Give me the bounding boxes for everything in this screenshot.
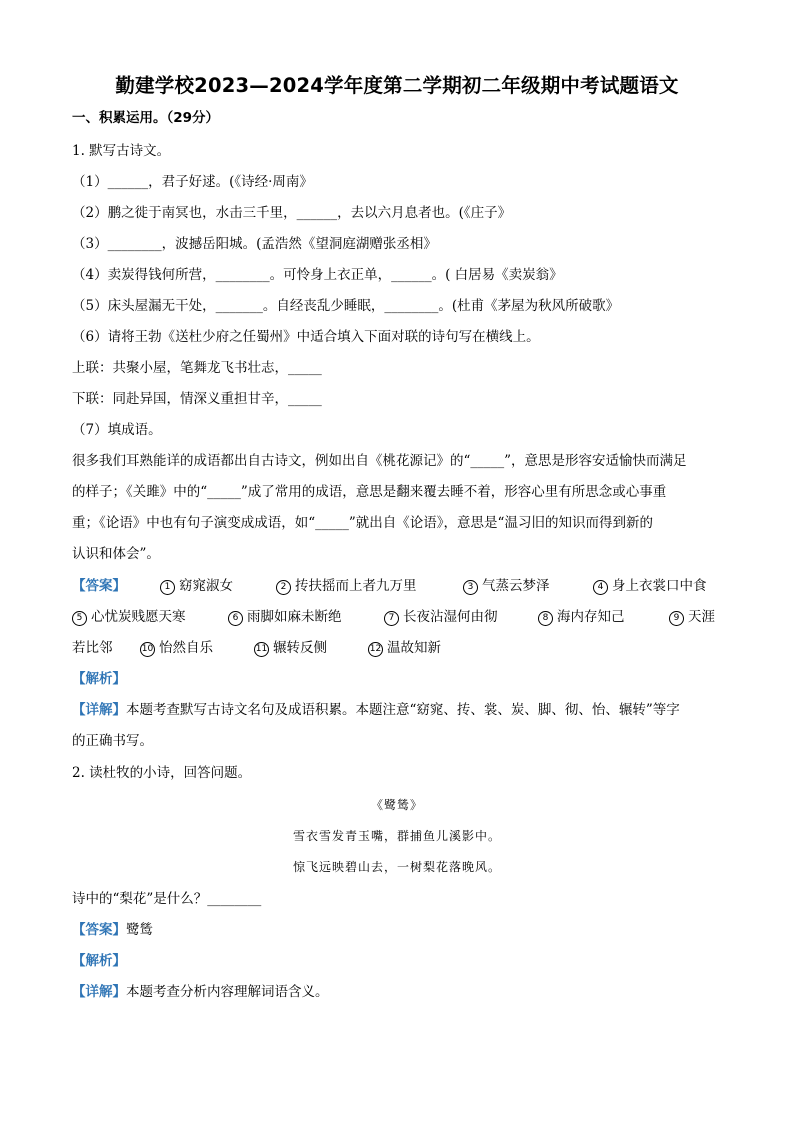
q2-answer-line: 【答案】鹭鸶 xyxy=(72,922,153,938)
q1-item-5: （5）床头屋漏无干处，_______。自经丧乱少睡眠，________。(杜甫《茅屋为秋风所破歌》 xyxy=(72,298,620,314)
answer-row-3 xyxy=(72,638,722,658)
answer-item: 7 长夜沾湿何由彻 xyxy=(384,607,498,627)
detail-line-2: 的正确书写。 xyxy=(72,733,153,749)
q1-item-7: （7）填成语。 xyxy=(72,422,162,438)
q1-item-3: （3）________，波撼岳阳城。(孟浩然《望洞庭湖赠张丞相》 xyxy=(72,236,437,252)
answer-row-1 xyxy=(72,576,722,596)
section-heading: 一、积累运用。（29分） xyxy=(72,110,220,126)
poem-title: 《鹭鸶》 xyxy=(370,798,423,812)
answer-item: 5 心忧炭贱愿天寒 xyxy=(72,607,186,627)
question-2-heading: 2. 读杜牧的小诗，回答问题。 xyxy=(72,765,252,781)
answer-item: 6 雨脚如麻未断绝 xyxy=(228,607,342,627)
couplet-lower: 下联：同赴异国，情深义重担甘辛，_____ xyxy=(72,391,322,407)
answer-item: 12 温故知新 xyxy=(369,640,441,656)
answer-item: 11 辗转反侧 xyxy=(255,640,327,656)
answer-tag: 【答案】 xyxy=(72,578,126,594)
q1-item-6: （6）请将王勃《送杜少府之任蜀州》中适合填入下面对联的诗句写在横线上。 xyxy=(72,329,540,345)
idiom-paragraph-line-1: 很多我们耳熟能详的成语都出自古诗文，例如出自《桃花源记》的“_____”，意思是形容安适愉快而满足 xyxy=(72,453,687,469)
answer-row-2 xyxy=(72,607,722,627)
poem-line-1: 雪衣雪发青玉嘴，群捕鱼儿溪影中。 xyxy=(292,829,501,843)
answer-item: 2 抟扶摇而上者九万里 xyxy=(276,576,417,596)
detail-line-1: 【详解】本题考查默写古诗文名句及成语积累。本题注意“窈窕、抟、裳、炭、脚、彻、怡、辗转”等字 xyxy=(72,702,680,718)
answer-item: 1 窈窕淑女 xyxy=(160,576,233,596)
q2-detail-line: 【详解】本题考查分析内容理解词语含义。 xyxy=(72,984,329,1000)
q2-analysis-tag: 【解析】 xyxy=(72,953,126,969)
answer-item: 3 气蒸云梦泽 xyxy=(463,576,550,596)
q1-item-2: （2）鹏之徙于南冥也，水击三千里，______，去以六月息者也。(《庄子》 xyxy=(72,205,512,221)
question-2-prompt: 诗中的“梨花”是什么？________ xyxy=(72,891,262,907)
poem-line-2: 惊飞远映碧山去，一树梨花落晚风。 xyxy=(292,860,501,874)
couplet-upper: 上联：共聚小屋，笔舞龙飞书壮志，_____ xyxy=(72,360,322,376)
answer-item: 8 海内存知己 xyxy=(538,607,625,627)
analysis-tag: 【解析】 xyxy=(72,671,126,687)
idiom-paragraph-line-2: 的样子；《关雎》中的“_____”成了常用的成语，意思是翻来覆去睡不着，形容心里有所思念或心事重 xyxy=(72,484,667,500)
idiom-paragraph-line-4: 认识和体会”。 xyxy=(72,546,160,562)
answer-item: 9 天涯 xyxy=(669,607,715,627)
q1-item-4: （4）卖炭得钱何所营，________。可怜身上衣正单，______。( 白居易《卖炭翁》 xyxy=(72,267,563,283)
idiom-paragraph-line-3: 重；《论语》中也有句子演变成成语，如“_____”就出自《论语》，意思是“温习旧的知识而得到新的 xyxy=(72,515,653,531)
answer-item: 10 怡然自乐 xyxy=(141,640,213,656)
page-title: 勤建学校2023—2024学年度第二学期初二年级期中考试题语文 xyxy=(115,74,679,97)
answer-item-continued: 若比邻 xyxy=(72,640,113,656)
q1-item-1: （1）______，君子好逑。(《诗经·周南》 xyxy=(72,174,313,190)
answer-item: 4 身上衣裳口中食 xyxy=(593,576,707,596)
question-1-heading: 1. 默写古诗文。 xyxy=(72,143,171,159)
